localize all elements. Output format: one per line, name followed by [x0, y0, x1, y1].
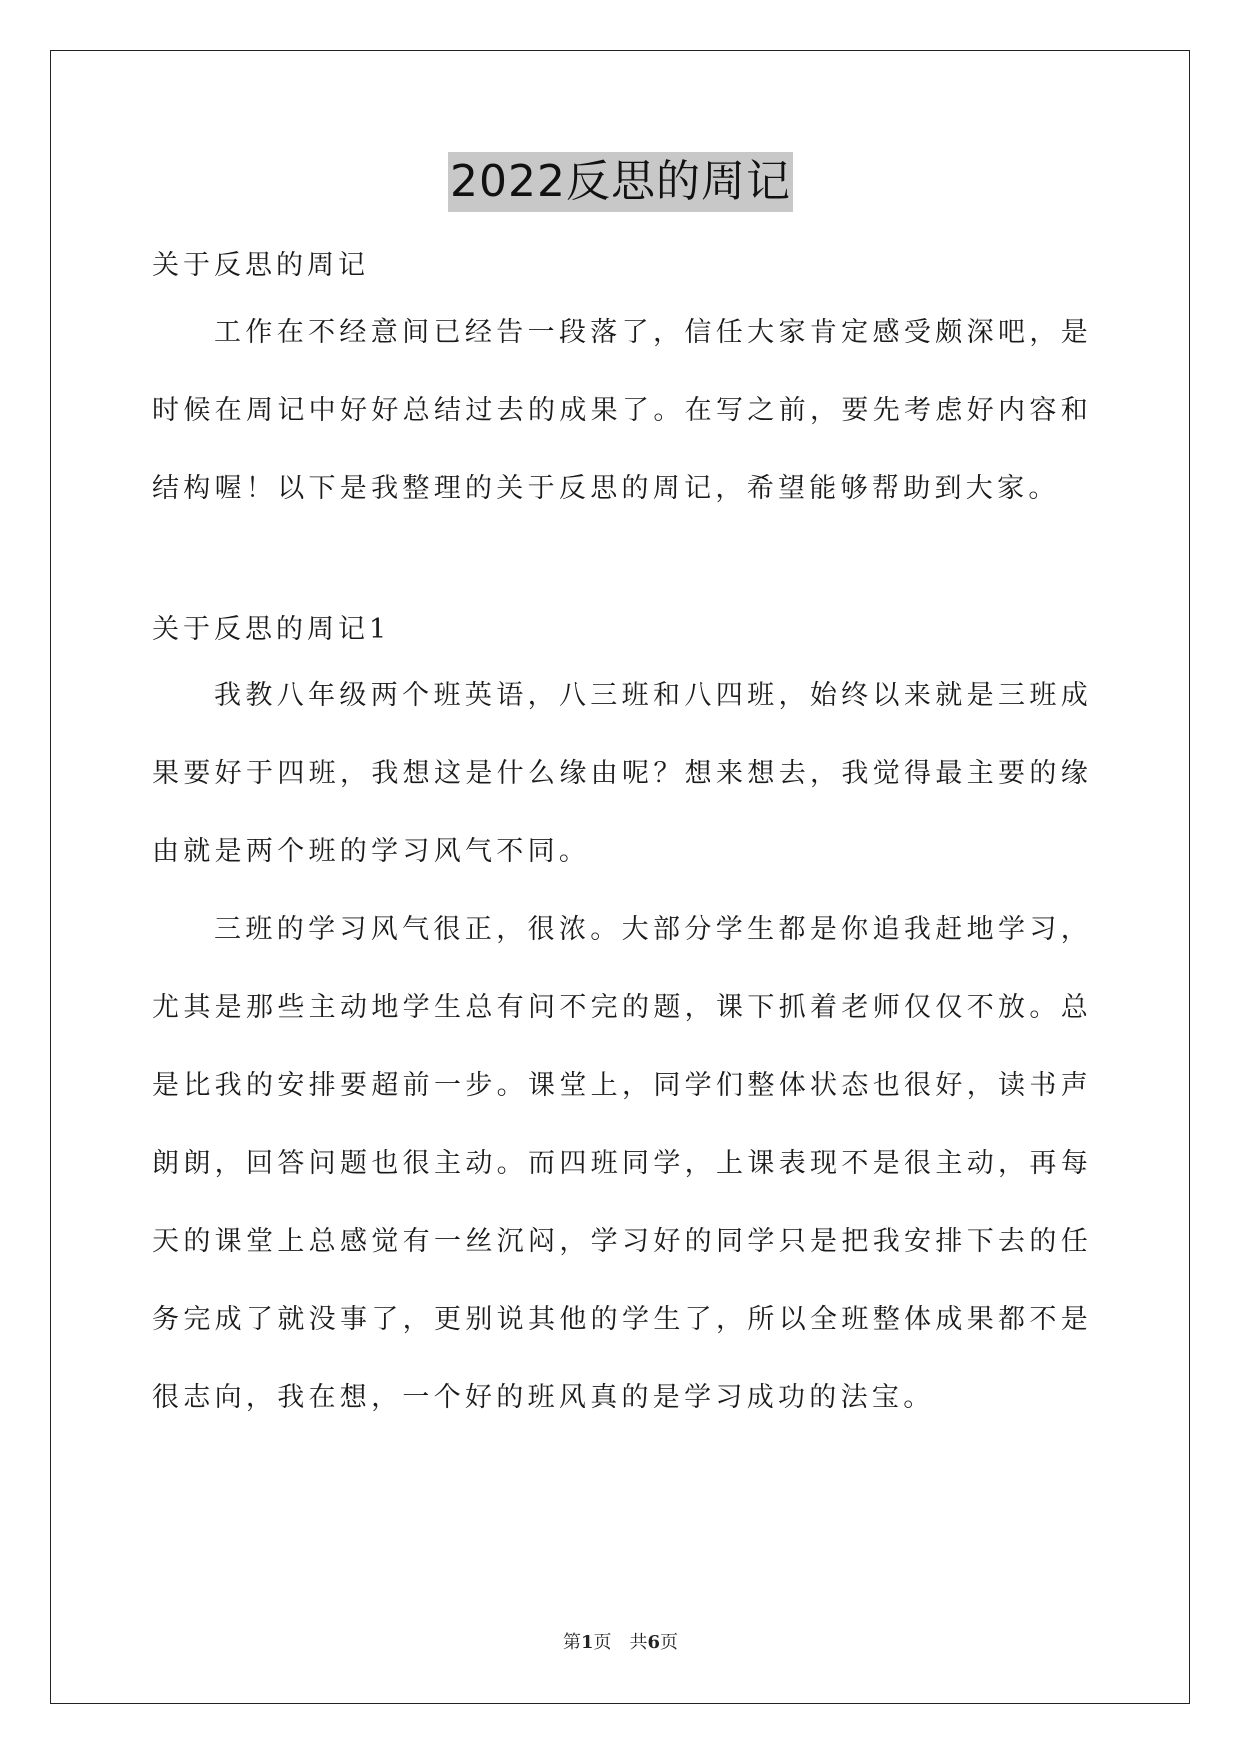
- section-heading: 关于反思的周记1: [152, 614, 391, 645]
- footer-current-page: 1: [580, 1632, 594, 1653]
- document-title: 2022反思的周记: [448, 152, 793, 212]
- intro-heading: 关于反思的周记: [152, 250, 369, 281]
- intro-paragraph: 工作在不经意间已经告一段落了，信任大家肯定感受颇深吧，是时候在周记中好好总结过去的成果了。在写之前，要先考虑好内容和结构喔！以下是我整理的关于反思的周记，希望能够帮助到大家。: [152, 317, 1092, 504]
- body-paragraph-1: 我教八年级两个班英语，八三班和八四班，始终以来就是三班成果要好于四班，我想这是什么缘由呢？想来想去，我觉得最主要的缘由就是两个班的学习风气不同。: [152, 680, 1092, 867]
- body-paragraph-2: 三班的学习风气很正，很浓。大部分学生都是你追我赶地学习，尤其是那些主动地学生总有问不完的题，课下抓着老师仅仅不放。总是比我的安排要超前一步。课堂上，同学们整体状态也很好，读书声朗朗，回答问题也很主动。而四班同学，上课表现不是很主动，再每天的课堂上总感觉有一丝沉闷，学习好的同学只是把我安排下去的任务完成了就没事了，更别说其他的学生了，所以全班整体成果都不是很志向，我在想，一个好的班风真的是学习成功的法宝。: [152, 914, 1092, 1413]
- footer-suffix: 页: [660, 1632, 679, 1653]
- page-footer: [0, 1628, 1241, 1654]
- footer-total-pages: 6: [647, 1632, 661, 1653]
- footer-mid: 页 共: [593, 1632, 648, 1653]
- title-container: [0, 152, 1241, 212]
- footer-prefix: 第: [562, 1632, 581, 1653]
